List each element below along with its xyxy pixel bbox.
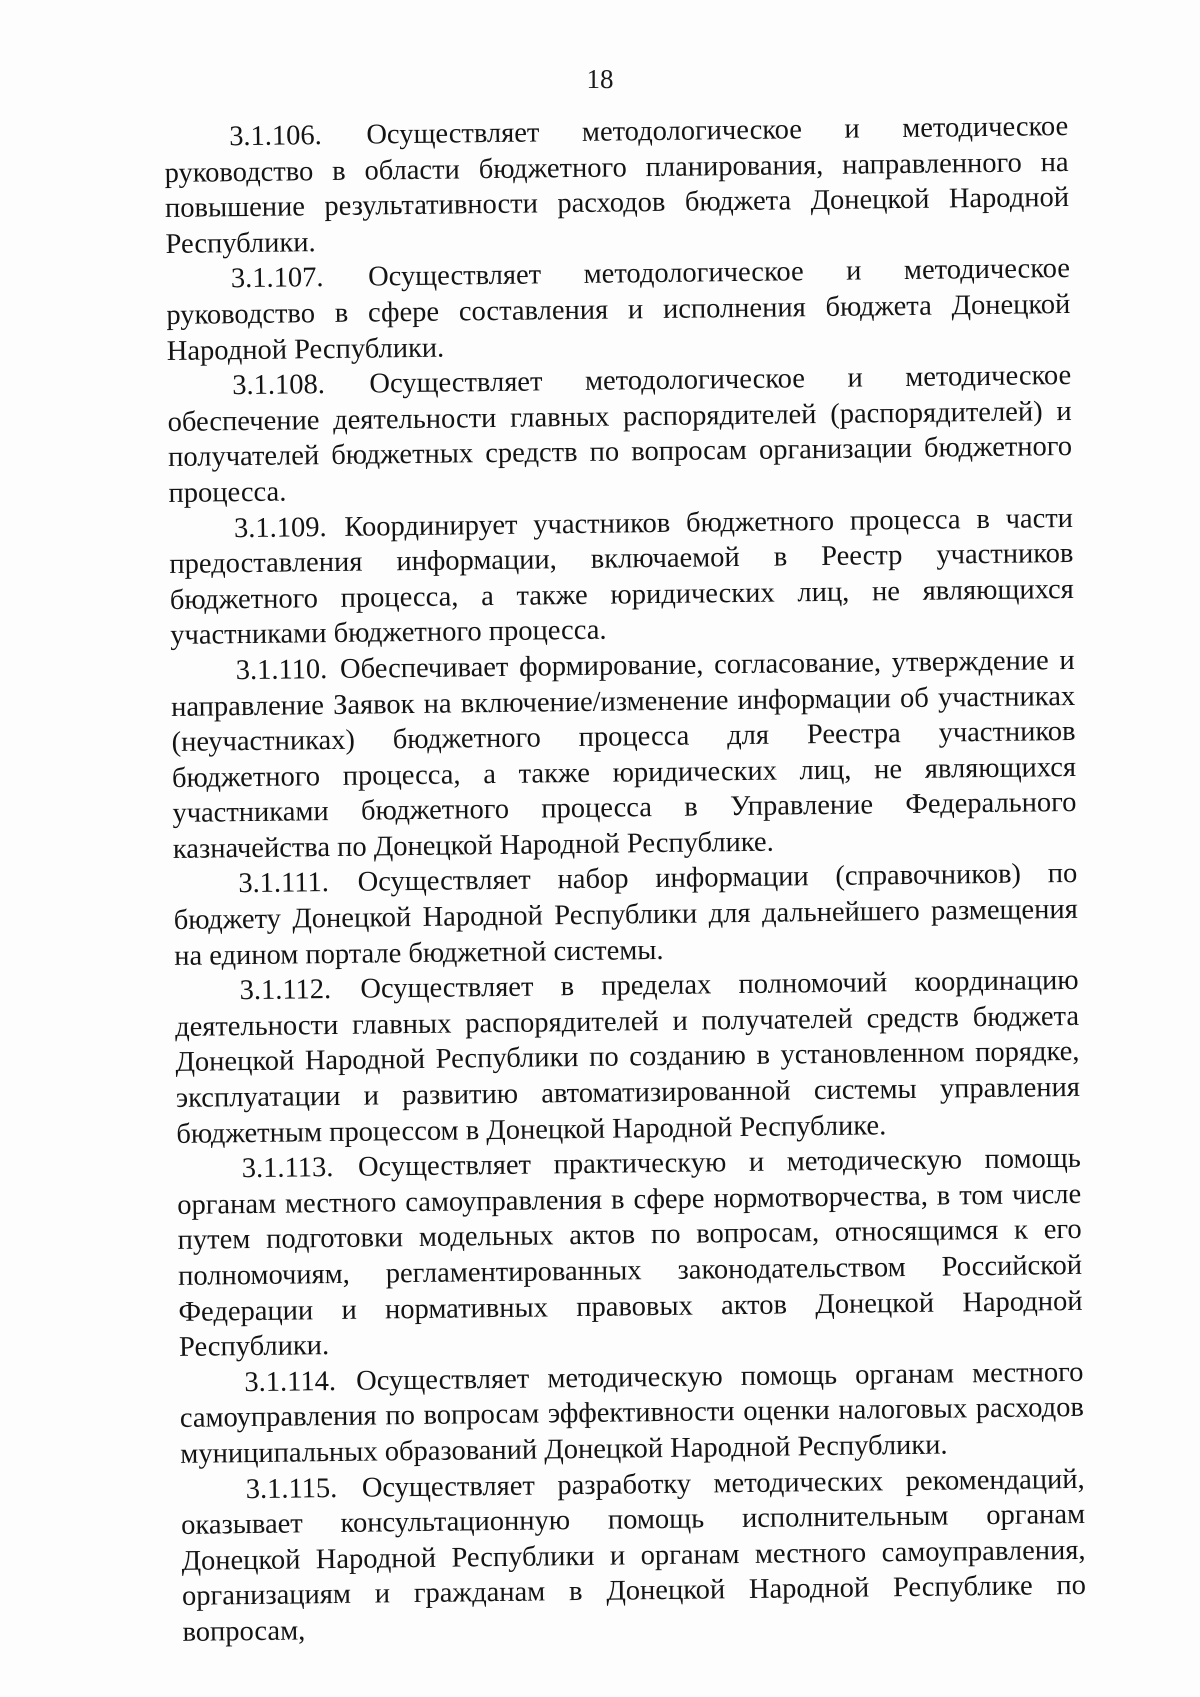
paragraph-text: Обеспечивает формирование, согласование, утверждение и направление Заявок на включение/изменение информации об участниках (неучастниках) бюджетного процесса для Реестра участников бюджетного процесса, а также юридических лиц, не являющихся участниками бюджетного процесса в Управление Федерального казначейства по Донецкой Народной Республике. xyxy=(170,644,1077,865)
paragraph-text: Координирует участников бюджетного процесса в части предоставления информации, включаемой в Реестр участников бюджетного процесса, а также юридических лиц, не являющихся участниками бюджетного процесса. xyxy=(169,502,1074,652)
paragraph-text: Осуществляет методологическое и методическое обеспечение деятельности главных распорядителей (распорядителей) и получателей бюджетных средств по вопросам организации бюджетного процесса. xyxy=(167,360,1073,509)
paragraph-3-1-114 xyxy=(179,1355,1084,1473)
paragraph-text: Осуществляет разработку методических рекомендаций, оказывает консультационную помощь исполнительным органам Донецкой Народной Республики и органам местного самоуправления, организациям и гражданам в Донецкой Народной Республике по вопросам, xyxy=(180,1463,1087,1648)
paragraph-3-1-113 xyxy=(177,1141,1084,1366)
paragraph-text: Осуществляет практическую и методическую помощь органам местного самоуправления в сфере нормотворчества, в том числе путем подготовки модельных актов по вопросам, относящимся к его полномочиям, регламентированных законодательством Российской Федерации и нормативных правовых актов Донецкой Народной Республики. xyxy=(177,1143,1083,1364)
paragraph-number: 3.1.114. xyxy=(244,1365,337,1398)
paragraph-number: 3.1.106. xyxy=(229,120,323,153)
paragraph-number: 3.1.112. xyxy=(239,974,332,1007)
paragraph-3-1-115 xyxy=(181,1461,1087,1650)
paragraph-number: 3.1.111. xyxy=(238,867,330,900)
paragraph-text: Осуществляет методологическое и методическое руководство в сфере составления и исполнения бюджета Донецкой Народной Республики. xyxy=(166,253,1071,367)
paragraph-3-1-109 xyxy=(169,500,1075,653)
paragraph-number: 3.1.110. xyxy=(235,653,328,687)
paragraph-3-1-110 xyxy=(171,643,1078,868)
document-body xyxy=(164,109,1087,1650)
paragraph-number: 3.1.113. xyxy=(241,1152,334,1185)
paragraph-3-1-112 xyxy=(174,963,1080,1152)
paragraph-3-1-107 xyxy=(166,251,1071,369)
paragraph-text: Осуществляет набор информации (справочников) по бюджету Донецкой Народной Республики для дальнейшего размещения на едином портале бюджетной системы. xyxy=(173,858,1078,972)
paragraph-number: 3.1.108. xyxy=(232,369,326,402)
paragraph-text: Осуществляет в пределах полномочий координацию деятельности главных распорядителей и получателей средств бюджета Донецкой Народной Республики по созданию в установленном порядке, эксплуатации и развитию автоматизированной системы управления бюджетным процессом в Донецкой Народной Республике. xyxy=(174,965,1081,1150)
paragraph-number: 3.1.115. xyxy=(245,1472,338,1505)
paragraph-number: 3.1.107. xyxy=(230,262,324,295)
paragraph-3-1-106 xyxy=(164,109,1070,262)
paragraph-number: 3.1.109. xyxy=(233,511,327,544)
paragraph-3-1-108 xyxy=(167,358,1073,511)
page-number: 18 xyxy=(586,64,614,94)
paragraph-text: Осуществляет методологическое и методическое руководство в области бюджетного планирования, направленного на повышение результативности расходов бюджета Донецкой Народной Республики. xyxy=(164,110,1070,260)
paragraph-3-1-111 xyxy=(173,856,1078,974)
paragraph-text: Осуществляет методическую помощь органам местного самоуправления по вопросам эффективности оценки налоговых расходов муниципальных образований Донецкой Народной Республики. xyxy=(179,1356,1084,1470)
